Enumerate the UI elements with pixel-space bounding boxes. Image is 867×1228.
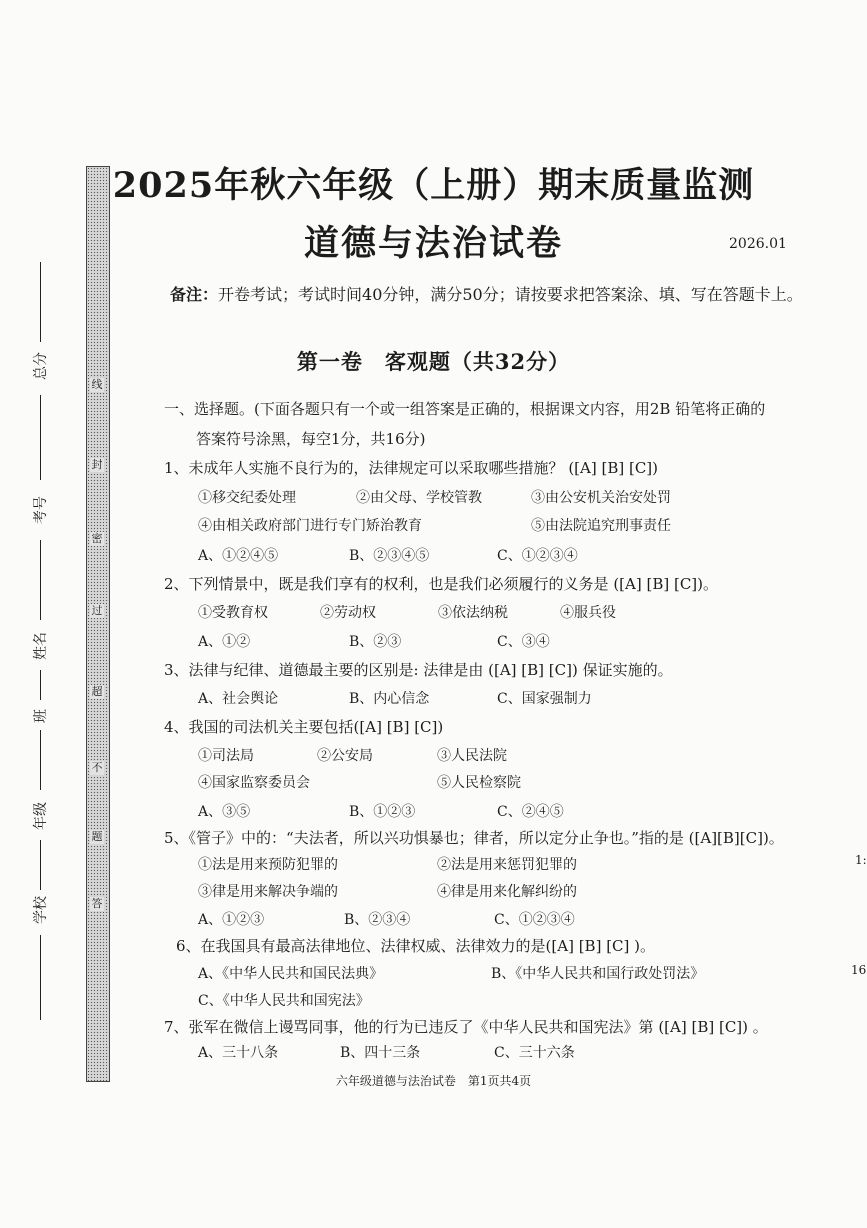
- answer-option: A、社会舆论: [198, 691, 279, 707]
- question-stem: 1、未成年人实施不良行为的，法律规定可以采取哪些措施？ ([A] [B] [C]): [164, 459, 658, 477]
- question-item: ④国家监察委员会: [198, 775, 310, 791]
- edge-mark: 16: [851, 963, 867, 977]
- question-item: ④律是用来化解纠纷的: [437, 884, 577, 900]
- binding-char: 答: [91, 897, 103, 910]
- answer-option: A、①②③: [198, 912, 265, 928]
- question-stem: 6、在我国具有最高法律地位、法律权威、法律效力的是([A] [B] [C] )。: [176, 937, 655, 955]
- question-item: ①法是用来预防犯罪的: [198, 857, 338, 873]
- note-label: 备注：: [170, 285, 219, 304]
- page-footer: 六年级道德与法治试卷 第1页共4页: [335, 1074, 532, 1088]
- side-label-class: 班: [33, 709, 49, 723]
- fill-line: [40, 730, 41, 790]
- answer-option: B、《中华人民共和国行政处罚法》: [491, 966, 705, 982]
- answer-option: C、①②③④: [497, 548, 578, 564]
- fill-line: [40, 540, 41, 620]
- fill-line: [40, 840, 41, 890]
- fill-line: [40, 262, 41, 342]
- question-item: ③律是用来解决争端的: [198, 884, 338, 900]
- question-stem: 4、我国的司法机关主要包括([A] [B] [C]): [164, 718, 444, 736]
- answer-option: A、《中华人民共和国民法典》: [198, 966, 384, 982]
- section-title: 第一卷 客观题（共32分）: [296, 349, 571, 374]
- binding-strip: [86, 166, 110, 1082]
- part-intro-line1: 一、选择题。(下面各题只有一个或一组答案是正确的，根据课文内容，用2B 铅笔将正确的: [164, 400, 766, 418]
- question-item: ③依法纳税: [438, 605, 508, 621]
- question-item: ②法是用来惩罚犯罪的: [437, 857, 577, 873]
- question-item: ①司法局: [198, 748, 254, 764]
- answer-option: B、②③: [349, 634, 402, 650]
- question-item: ④服兵役: [560, 605, 616, 621]
- answer-option: A、①②④⑤: [198, 548, 279, 564]
- answer-option: B、内心信念: [349, 691, 430, 707]
- binding-char: 过: [91, 604, 103, 617]
- side-label-total: 总分: [33, 352, 49, 380]
- exam-note: [170, 280, 810, 310]
- answer-option: A、三十八条: [198, 1045, 279, 1061]
- side-label-school: 学校: [33, 896, 49, 924]
- question-item: ②劳动权: [320, 605, 376, 621]
- answer-option: C、②④⑤: [497, 804, 564, 820]
- binding-char: 线: [91, 378, 103, 391]
- part-intro-line2: 答案符号涂黑，每空1分，共16分): [196, 430, 426, 448]
- note-text: 开卷考试；考试时间40分钟，满分50分；请按要求把答案涂、填、写在答题卡上。: [218, 285, 803, 304]
- binding-char: 密: [91, 532, 103, 545]
- answer-option: B、四十三条: [340, 1045, 421, 1061]
- answer-option: B、②③④: [344, 912, 411, 928]
- answer-option: C、三十六条: [494, 1045, 575, 1061]
- binding-char: 题: [91, 830, 103, 843]
- binding-char: 超: [91, 685, 103, 698]
- answer-option: B、①②③: [349, 804, 416, 820]
- answer-option: C、①②③④: [494, 912, 575, 928]
- question-item: ①移交纪委处理: [198, 490, 296, 506]
- question-item: ②公安局: [317, 748, 373, 764]
- answer-option: C、《中华人民共和国宪法》: [198, 993, 370, 1009]
- side-label-exam-no: 考号: [33, 496, 49, 524]
- question-item: ⑤由法院追究刑事责任: [531, 518, 671, 534]
- answer-option: A、③⑤: [198, 804, 251, 820]
- exam-date: 2026.01: [729, 236, 787, 252]
- binding-char: 不: [91, 761, 103, 774]
- exam-subject-title: 道德与法治试卷: [303, 223, 563, 264]
- question-item: ①受教育权: [198, 605, 268, 621]
- exam-title: 2025年秋六年级（上册）期末质量监测: [112, 165, 755, 206]
- answer-option: C、国家强制力: [497, 691, 592, 707]
- question-item: ④由相关政府部门进行专门矫治教育: [198, 518, 422, 534]
- question-stem: 7、张军在微信上谩骂同事，他的行为已违反了《中华人民共和国宪法》第 ([A] [B] [C]) 。: [164, 1018, 768, 1036]
- question-item: ③人民法院: [437, 748, 507, 764]
- question-item: ③由公安机关治安处罚: [531, 490, 671, 506]
- answer-option: C、③④: [497, 634, 550, 650]
- fill-line: [40, 935, 41, 1020]
- question-item: ⑤人民检察院: [437, 775, 521, 791]
- side-label-name: 姓名: [33, 632, 49, 660]
- binding-char: 封: [91, 458, 103, 471]
- question-stem: 3、法律与纪律、道德最主要的区别是: 法律是由 ([A] [B] [C]) 保证实施的。: [164, 661, 673, 679]
- fill-line: [40, 395, 41, 480]
- question-stem: 5、《管子》中的：“夫法者，所以兴功惧暴也；律者，所以定分止争也。”指的是 ([A][B][C])。: [164, 829, 784, 847]
- answer-option: A、①②: [198, 634, 251, 650]
- question-stem: 2、下列情景中，既是我们享有的权利，也是我们必须履行的义务是 ([A] [B] [C])。: [164, 575, 718, 593]
- question-item: ②由父母、学校管教: [356, 490, 482, 506]
- edge-mark: 1:: [855, 853, 867, 867]
- side-label-grade: 年级: [33, 802, 49, 830]
- answer-option: B、②③④⑤: [349, 548, 430, 564]
- fill-line: [40, 670, 41, 700]
